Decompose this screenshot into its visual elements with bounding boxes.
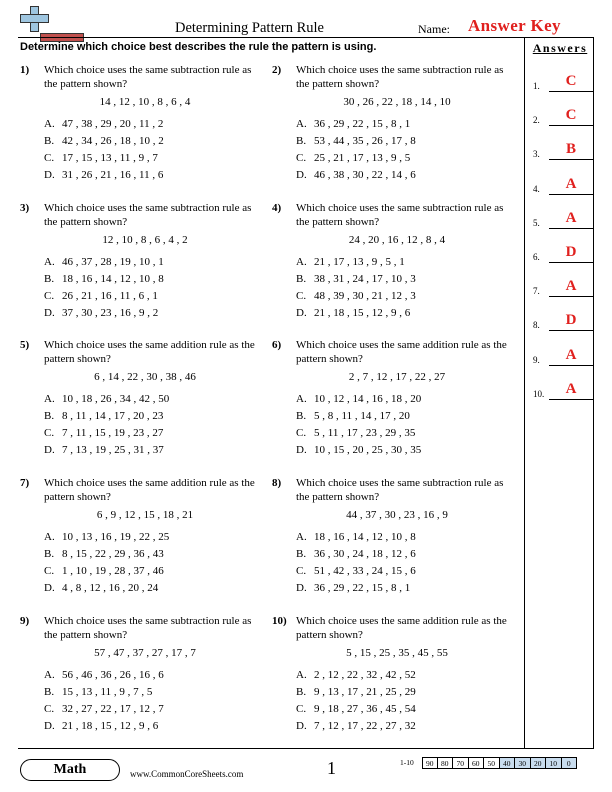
question-sequence: 14 , 12 , 10 , 8 , 6 , 4 bbox=[99, 96, 191, 108]
option-value: 36 , 29 , 22 , 15 , 8 , 1 bbox=[314, 118, 411, 130]
answer-row bbox=[533, 278, 591, 298]
option-value: 7 , 12 , 17 , 22 , 27 , 32 bbox=[314, 720, 416, 732]
answer-line bbox=[549, 194, 593, 195]
option-value: 36 , 29 , 22 , 15 , 8 , 1 bbox=[314, 582, 411, 594]
option-letter: A. bbox=[44, 256, 55, 268]
answer-options bbox=[296, 393, 421, 461]
option-value: 18 , 16 , 14 , 12 , 10 , 8 bbox=[62, 273, 164, 285]
option-letter: D. bbox=[296, 307, 307, 319]
option-letter: D. bbox=[44, 720, 55, 732]
question-text: Which choice uses the same subtraction rule as the pattern shown? bbox=[296, 477, 504, 503]
answer-option[interactable] bbox=[44, 720, 164, 737]
answer-number: 5. bbox=[533, 217, 540, 228]
option-letter: D. bbox=[296, 582, 307, 594]
plus-logo-icon bbox=[18, 6, 52, 38]
option-letter: C. bbox=[44, 152, 55, 164]
question-number: 10) bbox=[272, 615, 287, 627]
answer-option[interactable] bbox=[44, 410, 169, 427]
answer-option[interactable] bbox=[44, 273, 164, 290]
option-value: 56 , 46 , 36 , 26 , 16 , 6 bbox=[62, 669, 164, 681]
answer-option[interactable] bbox=[296, 307, 416, 324]
option-value: 10 , 18 , 26 , 34 , 42 , 50 bbox=[62, 393, 170, 405]
answer-line bbox=[549, 228, 593, 229]
option-letter: D. bbox=[296, 444, 307, 456]
answer-option[interactable] bbox=[296, 152, 416, 169]
option-value: 10 , 13 , 16 , 19 , 22 , 25 bbox=[62, 531, 170, 543]
question-sequence: 5 , 15 , 25 , 35 , 45 , 55 bbox=[346, 647, 448, 659]
question-sequence: 57 , 47 , 37 , 27 , 17 , 7 bbox=[94, 647, 196, 659]
option-value: 21 , 17 , 13 , 9 , 5 , 1 bbox=[314, 256, 405, 268]
header-divider bbox=[18, 37, 594, 38]
answer-value: C bbox=[565, 107, 577, 124]
score-cell: 70 bbox=[453, 757, 469, 769]
page-number: 1 bbox=[327, 758, 336, 778]
question-text: Which choice uses the same subtraction rule as the pattern shown? bbox=[44, 615, 252, 641]
option-letter: C. bbox=[44, 565, 55, 577]
answer-option[interactable] bbox=[296, 548, 416, 565]
website-link[interactable]: www.CommonCoreSheets.com bbox=[130, 769, 244, 779]
answer-option[interactable] bbox=[44, 169, 164, 186]
answer-option[interactable] bbox=[44, 427, 169, 444]
option-letter: B. bbox=[44, 548, 55, 560]
option-value: 31 , 26 , 21 , 16 , 11 , 6 bbox=[62, 169, 164, 181]
question-text: Which choice uses the same subtraction rule as the pattern shown? bbox=[44, 202, 252, 228]
answer-value: D bbox=[565, 244, 577, 260]
score-cell: 50 bbox=[484, 757, 500, 769]
answer-option[interactable] bbox=[296, 393, 421, 410]
answer-option[interactable] bbox=[296, 565, 416, 582]
option-letter: D. bbox=[44, 444, 55, 456]
answer-options bbox=[44, 393, 169, 461]
answer-option[interactable] bbox=[44, 703, 164, 720]
score-label: 1-10 bbox=[400, 758, 414, 767]
option-letter: B. bbox=[296, 686, 307, 698]
option-letter: B. bbox=[44, 273, 55, 285]
answer-option[interactable] bbox=[296, 427, 421, 444]
question-number: 1) bbox=[20, 64, 30, 76]
score-cell: 90 bbox=[422, 757, 438, 769]
option-value: 48 , 39 , 30 , 21 , 12 , 3 bbox=[314, 290, 416, 302]
option-letter: A. bbox=[296, 256, 307, 268]
option-value: 9 , 18 , 27 , 36 , 45 , 54 bbox=[314, 703, 416, 715]
option-letter: C. bbox=[296, 290, 307, 302]
option-letter: C. bbox=[296, 703, 307, 715]
option-letter: C. bbox=[44, 703, 55, 715]
question-number: 6) bbox=[272, 339, 282, 351]
answer-option[interactable] bbox=[44, 135, 164, 152]
answer-option[interactable] bbox=[296, 290, 416, 307]
question-text: Which choice uses the same addition rule as the pattern shown? bbox=[44, 477, 255, 503]
answer-row bbox=[533, 312, 591, 332]
option-value: 25 , 21 , 17 , 13 , 9 , 5 bbox=[314, 152, 411, 164]
answer-number: 9. bbox=[533, 354, 540, 365]
question-sequence: 2 , 7 , 12 , 17 , 22 , 27 bbox=[348, 371, 446, 383]
answer-value: D bbox=[565, 312, 577, 329]
question-sequence: 6 , 14 , 22 , 30 , 38 , 46 bbox=[94, 371, 196, 383]
option-value: 15 , 13 , 11 , 9 , 7 , 5 bbox=[62, 686, 153, 698]
option-value: 5 , 11 , 17 , 23 , 29 , 35 bbox=[314, 427, 416, 439]
answer-option[interactable] bbox=[296, 410, 421, 427]
option-letter: D. bbox=[44, 307, 55, 319]
answer-options bbox=[296, 531, 416, 599]
option-value: 21 , 18 , 15 , 12 , 9 , 6 bbox=[314, 307, 411, 319]
answer-option[interactable] bbox=[44, 256, 164, 273]
question-number: 7) bbox=[20, 477, 30, 489]
answer-key-label: Answer Key bbox=[468, 16, 561, 35]
option-letter: A. bbox=[296, 669, 307, 681]
answer-option[interactable] bbox=[296, 582, 416, 599]
question-number: 3) bbox=[20, 202, 30, 214]
score-cell: 60 bbox=[469, 757, 485, 769]
option-letter: C. bbox=[296, 152, 307, 164]
option-value: 51 , 42 , 33 , 24 , 15 , 6 bbox=[314, 565, 416, 577]
option-value: 17 , 15 , 13 , 11 , 9 , 7 bbox=[62, 152, 158, 164]
question-text: Which choice uses the same addition rule as the pattern shown? bbox=[296, 339, 507, 365]
footer-divider bbox=[18, 748, 594, 749]
answer-option[interactable] bbox=[296, 669, 416, 686]
option-value: 9 , 13 , 17 , 21 , 25 , 29 bbox=[314, 686, 416, 698]
answer-option[interactable] bbox=[296, 135, 416, 152]
answer-options bbox=[44, 256, 164, 324]
option-letter: A. bbox=[44, 531, 55, 543]
answer-option[interactable] bbox=[296, 703, 416, 720]
answer-line bbox=[549, 399, 593, 400]
option-letter: B. bbox=[296, 410, 307, 422]
answer-value: A bbox=[565, 175, 577, 192]
answer-option[interactable] bbox=[44, 290, 164, 307]
answer-option[interactable] bbox=[44, 686, 164, 703]
answer-value: B bbox=[565, 141, 576, 158]
answer-line bbox=[549, 365, 593, 366]
answer-option[interactable] bbox=[296, 444, 421, 461]
score-cell: 30 bbox=[515, 757, 531, 769]
answer-options bbox=[44, 531, 169, 599]
answer-option[interactable] bbox=[44, 152, 164, 169]
answer-option[interactable] bbox=[44, 548, 169, 565]
option-value: 46 , 37 , 28 , 19 , 10 , 1 bbox=[62, 256, 164, 268]
option-letter: A. bbox=[296, 393, 307, 405]
option-letter: D. bbox=[44, 582, 55, 594]
answer-value: A bbox=[565, 346, 577, 363]
answer-number: 10. bbox=[533, 388, 545, 399]
answers-column bbox=[524, 38, 594, 748]
option-value: 37 , 30 , 23 , 16 , 9 , 2 bbox=[62, 307, 159, 319]
answer-value: A bbox=[565, 209, 577, 226]
question-sequence: 12 , 10 , 8 , 6 , 4 , 2 bbox=[102, 234, 188, 246]
answer-option[interactable] bbox=[296, 531, 416, 548]
option-letter: C. bbox=[296, 565, 307, 577]
option-letter: C. bbox=[44, 290, 55, 302]
question-sequence: 44 , 37 , 30 , 23 , 16 , 9 bbox=[346, 509, 448, 521]
answer-number: 3. bbox=[533, 149, 540, 160]
option-value: 8 , 11 , 14 , 17 , 20 , 23 bbox=[62, 410, 164, 422]
answer-number: 8. bbox=[533, 320, 540, 331]
question-text: Which choice uses the same subtraction rule as the pattern shown? bbox=[296, 64, 504, 90]
answer-line bbox=[549, 330, 593, 331]
option-letter: B. bbox=[296, 135, 307, 147]
option-value: 2 , 12 , 22 , 32 , 42 , 52 bbox=[314, 669, 416, 681]
option-value: 47 , 38 , 29 , 20 , 11 , 2 bbox=[62, 118, 164, 130]
answer-row bbox=[533, 176, 591, 196]
option-value: 21 , 18 , 15 , 12 , 9 , 6 bbox=[62, 720, 159, 732]
score-cell: 80 bbox=[438, 757, 454, 769]
answer-option[interactable] bbox=[296, 118, 416, 135]
answer-option[interactable] bbox=[44, 118, 164, 135]
answer-options bbox=[296, 118, 416, 186]
answer-number: 2. bbox=[533, 115, 540, 126]
answer-row bbox=[533, 210, 591, 230]
answer-options bbox=[296, 669, 416, 737]
score-table bbox=[400, 757, 577, 769]
option-value: 46 , 38 , 30 , 22 , 14 , 6 bbox=[314, 169, 416, 181]
option-letter: A. bbox=[296, 531, 307, 543]
option-letter: B. bbox=[296, 273, 307, 285]
answers-title: Answers bbox=[532, 41, 588, 55]
option-value: 18 , 16 , 14 , 12 , 10 , 8 bbox=[314, 531, 416, 543]
option-value: 8 , 15 , 22 , 29 , 36 , 43 bbox=[62, 548, 164, 560]
question-text: Which choice uses the same addition rule as the pattern shown? bbox=[44, 339, 255, 365]
answer-row bbox=[533, 141, 591, 161]
instructions: Determine which choice best describes the rule the pattern is using. bbox=[20, 41, 377, 53]
option-value: 1 , 10 , 19 , 28 , 37 , 46 bbox=[62, 565, 164, 577]
question-text: Which choice uses the same subtraction rule as the pattern shown? bbox=[296, 202, 504, 228]
question-number: 2) bbox=[272, 64, 282, 76]
question-text: Which choice uses the same subtraction rule as the pattern shown? bbox=[44, 64, 252, 90]
answer-line bbox=[549, 91, 593, 92]
option-letter: C. bbox=[44, 427, 55, 439]
answer-value: A bbox=[565, 380, 577, 397]
answer-line bbox=[549, 159, 593, 160]
option-value: 26 , 21 , 16 , 11 , 6 , 1 bbox=[62, 290, 158, 302]
score-cell: 10 bbox=[546, 757, 562, 769]
option-value: 10 , 12 , 14 , 16 , 18 , 20 bbox=[314, 393, 422, 405]
answer-option[interactable] bbox=[44, 444, 169, 461]
option-value: 7 , 11 , 15 , 19 , 23 , 27 bbox=[62, 427, 164, 439]
option-letter: A. bbox=[44, 393, 55, 405]
answer-value: C bbox=[565, 73, 577, 89]
option-value: 7 , 13 , 19 , 25 , 31 , 37 bbox=[62, 444, 164, 456]
worksheet-title: Determining Pattern Rule bbox=[175, 20, 324, 36]
option-value: 53 , 44 , 35 , 26 , 17 , 8 bbox=[314, 135, 416, 147]
option-value: 5 , 8 , 11 , 14 , 17 , 20 bbox=[314, 410, 410, 422]
answer-line bbox=[549, 296, 593, 297]
question-number: 9) bbox=[20, 615, 30, 627]
answer-option[interactable] bbox=[296, 169, 416, 186]
answer-option[interactable] bbox=[296, 273, 416, 290]
option-letter: D. bbox=[44, 169, 55, 181]
option-value: 10 , 15 , 20 , 25 , 30 , 35 bbox=[314, 444, 422, 456]
answer-line bbox=[549, 125, 593, 126]
option-value: 42 , 34 , 26 , 18 , 10 , 2 bbox=[62, 135, 164, 147]
option-letter: D. bbox=[296, 169, 307, 181]
option-letter: A. bbox=[44, 669, 55, 681]
question-number: 4) bbox=[272, 202, 282, 214]
question-number: 5) bbox=[20, 339, 30, 351]
answer-option[interactable] bbox=[44, 307, 164, 324]
score-cell: 40 bbox=[500, 757, 516, 769]
option-letter: B. bbox=[44, 410, 55, 422]
score-cell: 20 bbox=[531, 757, 547, 769]
answer-row bbox=[533, 73, 591, 93]
question-sequence: 30 , 26 , 22 , 18 , 14 , 10 bbox=[343, 96, 451, 108]
answer-row bbox=[533, 347, 591, 367]
answer-row bbox=[533, 107, 591, 127]
answer-row bbox=[533, 244, 591, 264]
answer-option[interactable] bbox=[296, 720, 416, 737]
answer-option[interactable] bbox=[44, 669, 164, 686]
answer-number: 6. bbox=[533, 252, 540, 262]
answer-option[interactable] bbox=[296, 686, 416, 703]
question-text: Which choice uses the same addition rule as the pattern shown? bbox=[296, 615, 507, 641]
option-letter: C. bbox=[296, 427, 307, 439]
answer-option[interactable] bbox=[44, 565, 169, 582]
option-letter: B. bbox=[44, 686, 55, 698]
answer-value: A bbox=[565, 278, 577, 295]
option-value: 38 , 31 , 24 , 17 , 10 , 3 bbox=[314, 273, 416, 285]
answer-number: 1. bbox=[533, 81, 540, 91]
answer-number: 7. bbox=[533, 286, 540, 297]
answer-line bbox=[549, 262, 593, 263]
question-sequence: 24 , 20 , 16 , 12 , 8 , 4 bbox=[348, 234, 446, 246]
answer-number: 4. bbox=[533, 183, 540, 194]
answer-row bbox=[533, 381, 591, 401]
option-letter: A. bbox=[296, 118, 307, 130]
option-value: 32 , 27 , 22 , 17 , 12 , 7 bbox=[62, 703, 164, 715]
question-sequence: 6 , 9 , 12 , 15 , 18 , 21 bbox=[96, 509, 194, 521]
subject-badge: Math bbox=[20, 759, 120, 781]
option-value: 36 , 30 , 24 , 18 , 12 , 6 bbox=[314, 548, 416, 560]
option-letter: B. bbox=[44, 135, 55, 147]
answer-options bbox=[296, 256, 416, 324]
option-letter: A. bbox=[44, 118, 55, 130]
option-letter: B. bbox=[296, 548, 307, 560]
question-number: 8) bbox=[272, 477, 282, 489]
answer-options bbox=[44, 118, 164, 186]
answer-option[interactable] bbox=[296, 256, 416, 273]
score-cell: 0 bbox=[562, 757, 578, 769]
option-letter: D. bbox=[296, 720, 307, 732]
answer-option[interactable] bbox=[44, 531, 169, 548]
option-value: 4 , 8 , 12 , 16 , 20 , 24 bbox=[62, 582, 159, 594]
name-label: Name: bbox=[418, 22, 450, 36]
answer-option[interactable] bbox=[44, 393, 169, 410]
answer-option[interactable] bbox=[44, 582, 169, 599]
answer-options bbox=[44, 669, 164, 737]
